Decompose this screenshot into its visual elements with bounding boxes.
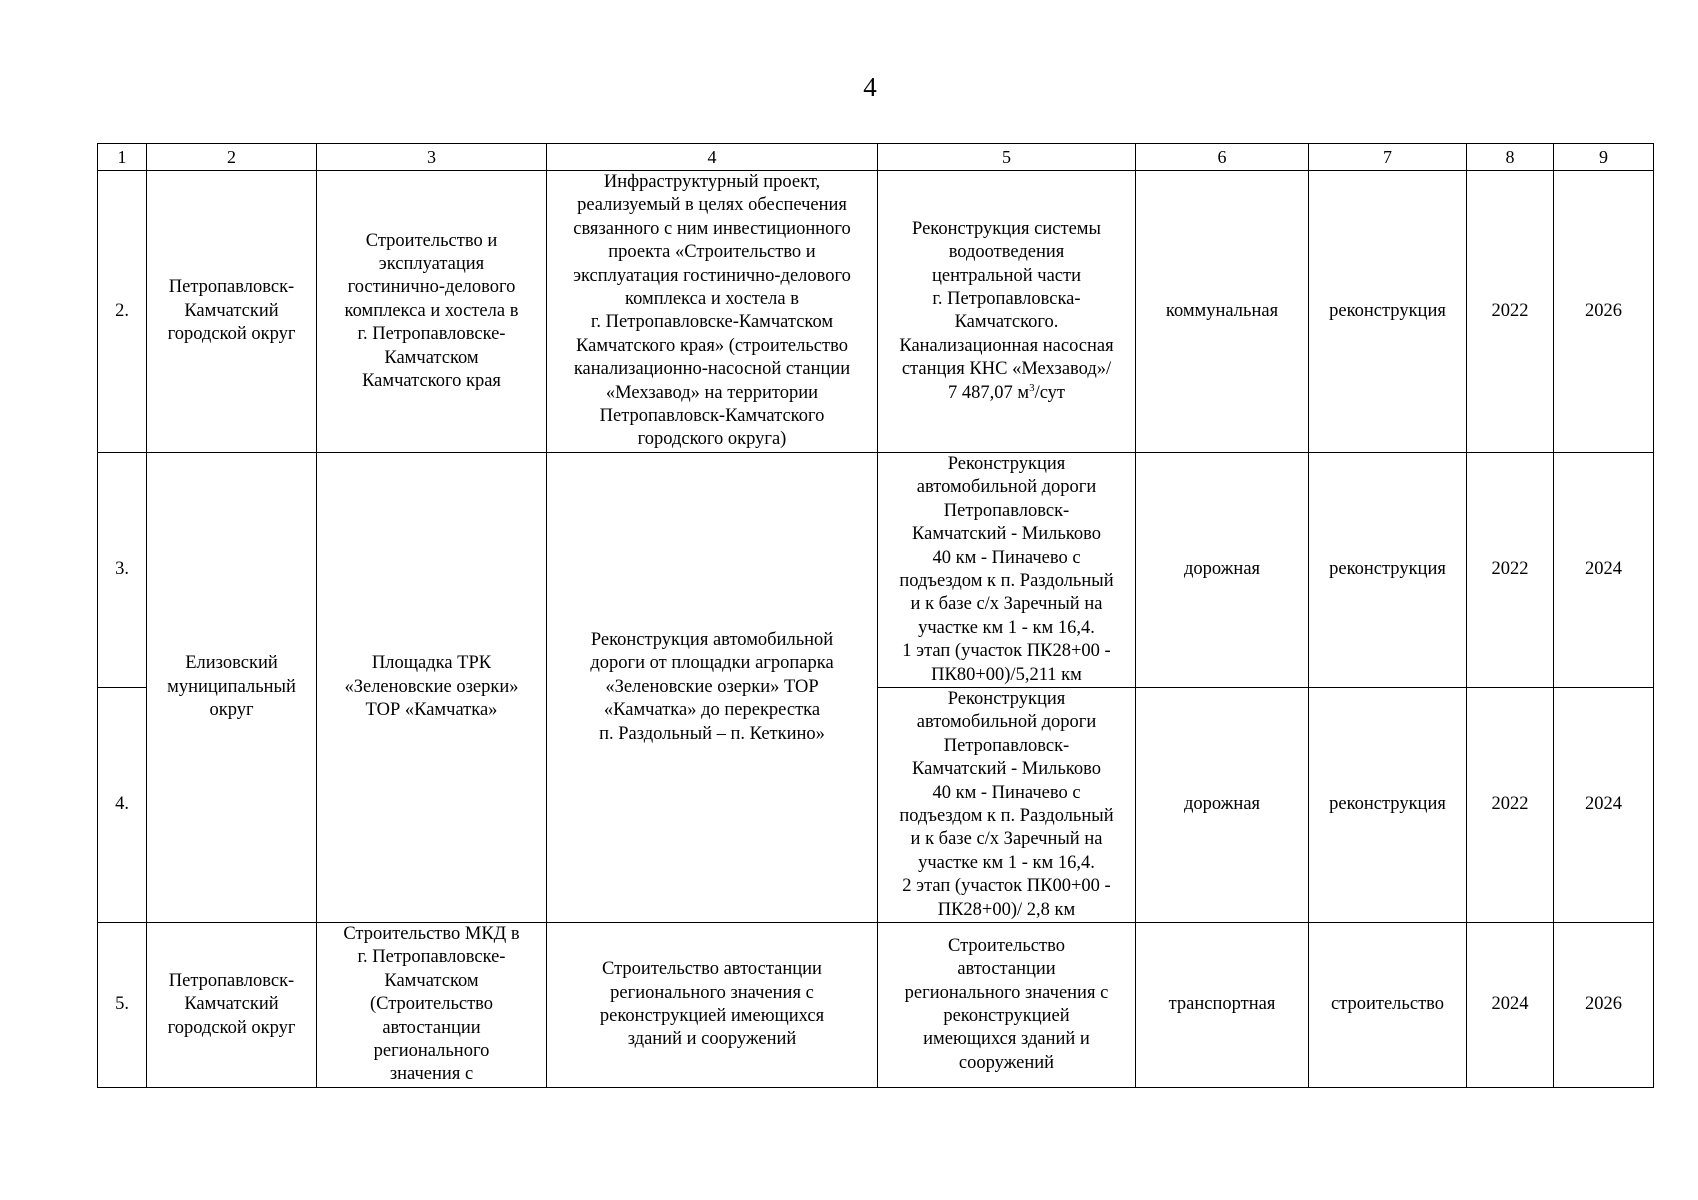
municipality-cell: Елизовский муниципальный округ xyxy=(147,452,317,922)
year-start-cell: 2022 xyxy=(1467,452,1554,687)
infrastructure-type-cell: транспортная xyxy=(1136,923,1309,1088)
infrastructure-project-cell: Реконструкция автомобильной дороги от площадки агропарка «Зеленовские озерки» ТОР «Камчатка» до перекрестка п. Раздольный – п. Кеткино» xyxy=(547,452,878,922)
work-type-cell: строительство xyxy=(1309,923,1467,1088)
infrastructure-project-cell: Инфраструктурный проект, реализуемый в целях обеспечения связанного с ним инвестиционного проекта «Строительство и эксплуатация гостинично-делового комплекса и хостела в г. Петропавловске-Камчатском Камчатского края» (строительство канализационно-насосной станции «Мехзавод» на территории Петропавловск-Камчатского городского округа) xyxy=(547,171,878,453)
infrastructure-type-cell: коммунальная xyxy=(1136,171,1309,453)
investment-project-cell: Строительство МКД в г. Петропавловске- Камчатском (Строительство автостанции регионального значения с xyxy=(317,923,547,1088)
object-text: Реконструкция системы водоотведения центральной части г. Петропавловска- Камчатского. Канализационная насосная станция КНС «Мехзавод»/ 7 487,07 м xyxy=(899,218,1114,403)
row-number: 5. xyxy=(98,923,147,1088)
object-cell xyxy=(878,171,1136,453)
row-number: 3. xyxy=(98,452,147,687)
year-end-cell: 2024 xyxy=(1554,687,1654,922)
header-cell: 8 xyxy=(1467,144,1554,171)
page-number: 4 xyxy=(863,72,877,102)
work-type-cell: реконструкция xyxy=(1309,687,1467,922)
table-row xyxy=(98,171,1654,453)
work-type-cell: реконструкция xyxy=(1309,452,1467,687)
header-cell: 4 xyxy=(547,144,878,171)
investment-project-cell: Площадка ТРК «Зеленовские озерки» ТОР «Камчатка» xyxy=(317,452,547,922)
year-end-cell: 2026 xyxy=(1554,923,1654,1088)
municipality-cell: Петропавловск- Камчатский городской округ xyxy=(147,171,317,453)
header-cell: 2 xyxy=(147,144,317,171)
header-cell: 7 xyxy=(1309,144,1467,171)
investment-project-cell: Строительство и эксплуатация гостинично-делового комплекса и хостела в г. Петропавловске- Камчатском Камчатского края xyxy=(317,171,547,453)
header-cell: 1 xyxy=(98,144,147,171)
infrastructure-type-cell: дорожная xyxy=(1136,452,1309,687)
object-superscript: 3 xyxy=(1029,381,1035,394)
year-start-cell: 2024 xyxy=(1467,923,1554,1088)
municipality-cell: Петропавловск- Камчатский городской округ xyxy=(147,923,317,1088)
year-start-cell: 2022 xyxy=(1467,687,1554,922)
row-number: 4. xyxy=(98,687,147,922)
row-number: 2. xyxy=(98,171,147,453)
infrastructure-type-cell: дорожная xyxy=(1136,687,1309,922)
table-row xyxy=(98,923,1654,1088)
header-cell: 9 xyxy=(1554,144,1654,171)
year-end-cell: 2024 xyxy=(1554,452,1654,687)
infrastructure-project-cell: Строительство автостанции регионального значения с реконструкцией имеющихся зданий и сооружений xyxy=(547,923,878,1088)
year-end-cell: 2026 xyxy=(1554,171,1654,453)
table-header-row xyxy=(98,144,1654,171)
year-start-cell: 2022 xyxy=(1467,171,1554,453)
object-cell: Реконструкция автомобильной дороги Петропавловск- Камчатский - Мильково 40 км - Пиначево с подъездом к п. Раздольный и к базе с/х Заречный на участке км 1 - км 16,4. 1 этап (участок ПК28+00 - ПК80+00)/5,211 км xyxy=(878,452,1136,687)
projects-table xyxy=(97,143,1654,1088)
table-row xyxy=(98,452,1654,687)
work-type-cell: реконструкция xyxy=(1309,171,1467,453)
object-cell: Реконструкция автомобильной дороги Петропавловск- Камчатский - Мильково 40 км - Пиначево с подъездом к п. Раздольный и к базе с/х Заречный на участке км 1 - км 16,4. 2 этап (участок ПК00+00 - ПК28+00)/ 2,8 км xyxy=(878,687,1136,922)
header-cell: 5 xyxy=(878,144,1136,171)
header-cell: 6 xyxy=(1136,144,1309,171)
object-cell: Строительство автостанции регионального значения с реконструкцией имеющихся зданий и сооружений xyxy=(878,923,1136,1088)
header-cell: 3 xyxy=(317,144,547,171)
object-unit: /сут xyxy=(1034,382,1066,403)
